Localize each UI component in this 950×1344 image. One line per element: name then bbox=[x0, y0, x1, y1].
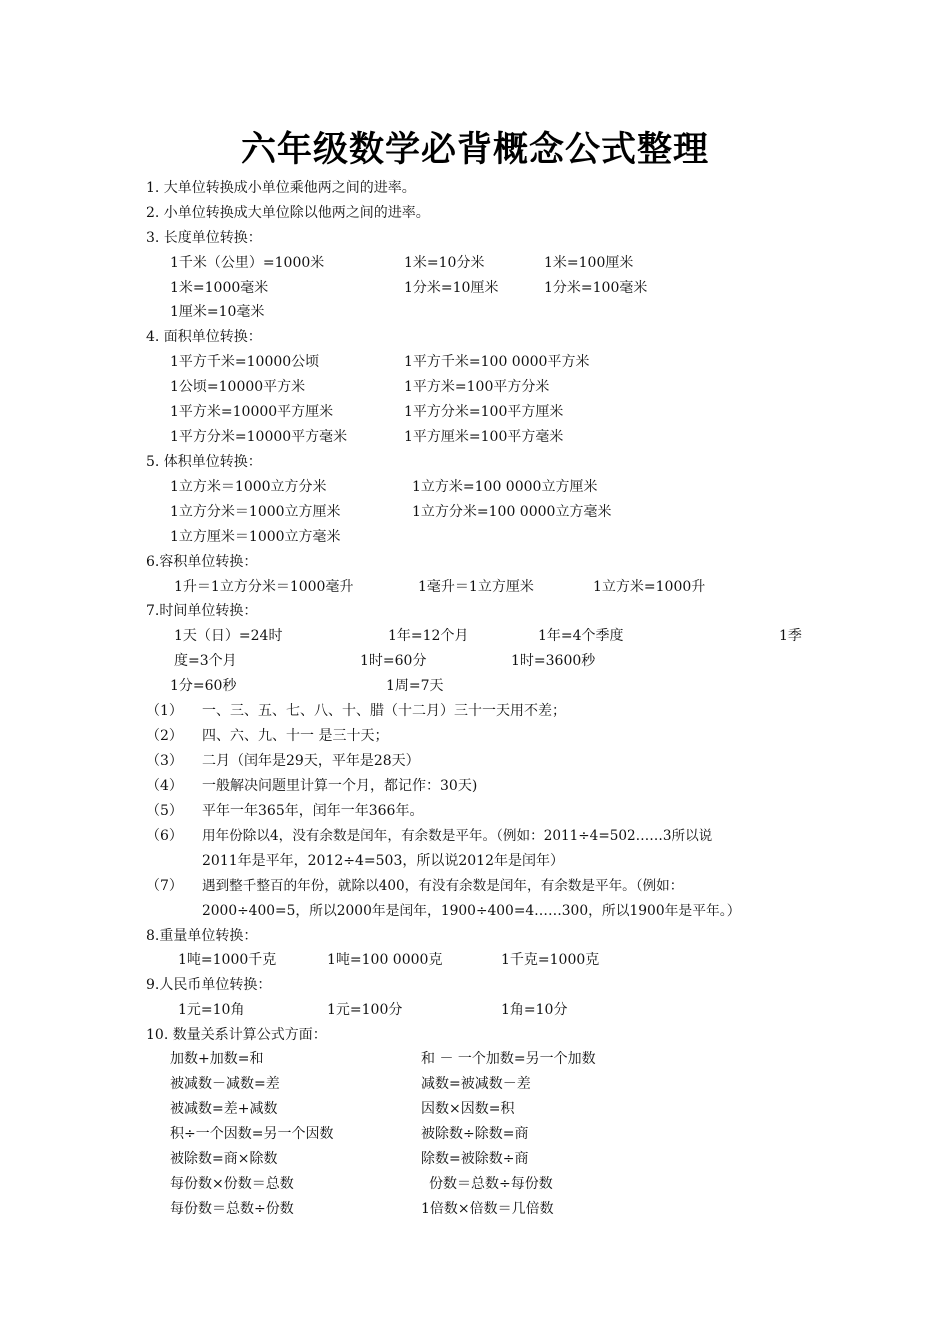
note-text: 平年一年365年，闰年一年366年。 bbox=[202, 803, 424, 819]
volume-row: 1立方米=100 0000立方厘米 bbox=[412, 479, 598, 495]
capacity-row: 1立方米=1000升 bbox=[593, 579, 706, 595]
length-row: 1米=10分米 bbox=[404, 255, 485, 271]
formula: 每份数×份数＝总数 bbox=[170, 1176, 294, 1192]
formula: 被减数=差+减数 bbox=[170, 1101, 278, 1117]
length-row: 1厘米=10毫米 bbox=[170, 304, 265, 320]
currency-row: 1元=10角 bbox=[178, 1002, 245, 1018]
volume-row: 1立方米＝1000立方分米 bbox=[170, 479, 327, 495]
note-number: （4） bbox=[146, 778, 183, 794]
time-row: 1时=3600秒 bbox=[511, 653, 596, 669]
note-text: 一般解决问题里计算一个月，都记作：30天) bbox=[202, 778, 478, 794]
area-row: 1平方分米=100平方厘米 bbox=[404, 404, 564, 420]
note-text: 二月（闰年是29天，平年是28天） bbox=[202, 753, 420, 769]
note-number: （2） bbox=[146, 728, 183, 744]
time-row: 1周=7天 bbox=[386, 678, 444, 694]
formula: 除数=被除数÷商 bbox=[421, 1151, 529, 1167]
formula: 和 － 一个加数=另一个加数 bbox=[421, 1051, 596, 1067]
length-row: 1分米=100毫米 bbox=[544, 280, 648, 296]
currency-row: 1角=10分 bbox=[501, 1002, 568, 1018]
time-row: 1天（日）=24时 bbox=[174, 628, 283, 644]
weight-row: 1吨=100 0000克 bbox=[327, 952, 443, 968]
volume-row: 1立方分米＝1000立方厘米 bbox=[170, 504, 341, 520]
formula: 1倍数×倍数＝几倍数 bbox=[421, 1201, 554, 1217]
note-number: （7） bbox=[146, 878, 183, 894]
time-row: 1时=60分 bbox=[360, 653, 427, 669]
time-row: 度=3个月 bbox=[174, 653, 237, 669]
formula: 被除数÷除数=商 bbox=[421, 1126, 529, 1142]
item-3-heading: 3. 长度单位转换： bbox=[146, 230, 262, 246]
item-7-heading: 7.时间单位转换： bbox=[146, 603, 258, 619]
area-row: 1公顷=10000平方米 bbox=[170, 379, 306, 395]
formula: 被减数－减数=差 bbox=[170, 1076, 280, 1092]
currency-row: 1元=100分 bbox=[327, 1002, 403, 1018]
item-2: 2. 小单位转换成大单位除以他两之间的进率。 bbox=[146, 205, 430, 221]
weight-row: 1千克=1000克 bbox=[501, 952, 600, 968]
formula: 被除数=商×除数 bbox=[170, 1151, 278, 1167]
note-number: （3） bbox=[146, 753, 183, 769]
length-row: 1千米（公里）=1000米 bbox=[170, 255, 325, 271]
length-row: 1分米=10厘米 bbox=[404, 280, 499, 296]
time-row: 1分=60秒 bbox=[170, 678, 237, 694]
note-text: 用年份除以4，没有余数是闰年，有余数是平年。（例如：2011÷4=502……3所以说 bbox=[202, 828, 713, 844]
volume-row: 1立方厘米＝1000立方毫米 bbox=[170, 529, 341, 545]
volume-row: 1立方分米=100 0000立方毫米 bbox=[412, 504, 612, 520]
formula: 积÷一个因数=另一个因数 bbox=[170, 1126, 334, 1142]
time-row: 1年=12个月 bbox=[388, 628, 469, 644]
item-1: 1. 大单位转换成小单位乘他两之间的进率。 bbox=[146, 180, 416, 196]
document-title: 六年级数学必背概念公式整理 bbox=[240, 129, 709, 170]
area-row: 1平方分米=10000平方毫米 bbox=[170, 429, 348, 445]
note-text-continued: 2000÷400=5，所以2000年是闰年，1900÷400=4……300，所以1900年是平年。） bbox=[202, 903, 741, 919]
note-number: （5） bbox=[146, 803, 183, 819]
length-row: 1米=1000毫米 bbox=[170, 280, 269, 296]
time-row: 1季 bbox=[779, 628, 802, 644]
item-5-heading: 5. 体积单位转换： bbox=[146, 454, 262, 470]
formula: 加数+加数=和 bbox=[170, 1051, 264, 1067]
weight-row: 1吨=1000千克 bbox=[178, 952, 277, 968]
item-4-heading: 4. 面积单位转换： bbox=[146, 329, 262, 345]
note-text: 一、三、五、七、八、十、腊（十二月）三十一天用不差； bbox=[202, 703, 566, 719]
length-row: 1米=100厘米 bbox=[544, 255, 634, 271]
item-8-heading: 8.重量单位转换： bbox=[146, 928, 258, 944]
capacity-row: 1升＝1立方分米＝1000毫升 bbox=[174, 579, 354, 595]
area-row: 1平方厘米=100平方毫米 bbox=[404, 429, 564, 445]
area-row: 1平方千米=100 0000平方米 bbox=[404, 354, 590, 370]
note-text: 遇到整千整百的年份，就除以400，有没有余数是闰年，有余数是平年。（例如： bbox=[202, 878, 684, 894]
formula: 因数×因数=积 bbox=[421, 1101, 515, 1117]
area-row: 1平方千米=10000公顷 bbox=[170, 354, 320, 370]
formula: 每份数＝总数÷份数 bbox=[170, 1201, 294, 1217]
note-text-continued: 2011年是平年，2012÷4=503，所以说2012年是闰年） bbox=[202, 853, 564, 869]
formula: 份数＝总数÷每份数 bbox=[429, 1176, 553, 1192]
area-row: 1平方米=100平方分米 bbox=[404, 379, 550, 395]
item-9-heading: 9.人民币单位转换： bbox=[146, 977, 272, 993]
note-number: （6） bbox=[146, 828, 183, 844]
item-10-heading: 10. 数量关系计算公式方面： bbox=[146, 1027, 327, 1043]
note-number: （1） bbox=[146, 703, 183, 719]
time-row: 1年=4个季度 bbox=[538, 628, 624, 644]
note-text: 四、六、九、十一 是三十天； bbox=[202, 728, 389, 744]
area-row: 1平方米=10000平方厘米 bbox=[170, 404, 334, 420]
capacity-row: 1毫升＝1立方厘米 bbox=[418, 579, 534, 595]
item-6-heading: 6.容积单位转换： bbox=[146, 554, 258, 570]
formula: 减数=被减数－差 bbox=[421, 1076, 531, 1092]
